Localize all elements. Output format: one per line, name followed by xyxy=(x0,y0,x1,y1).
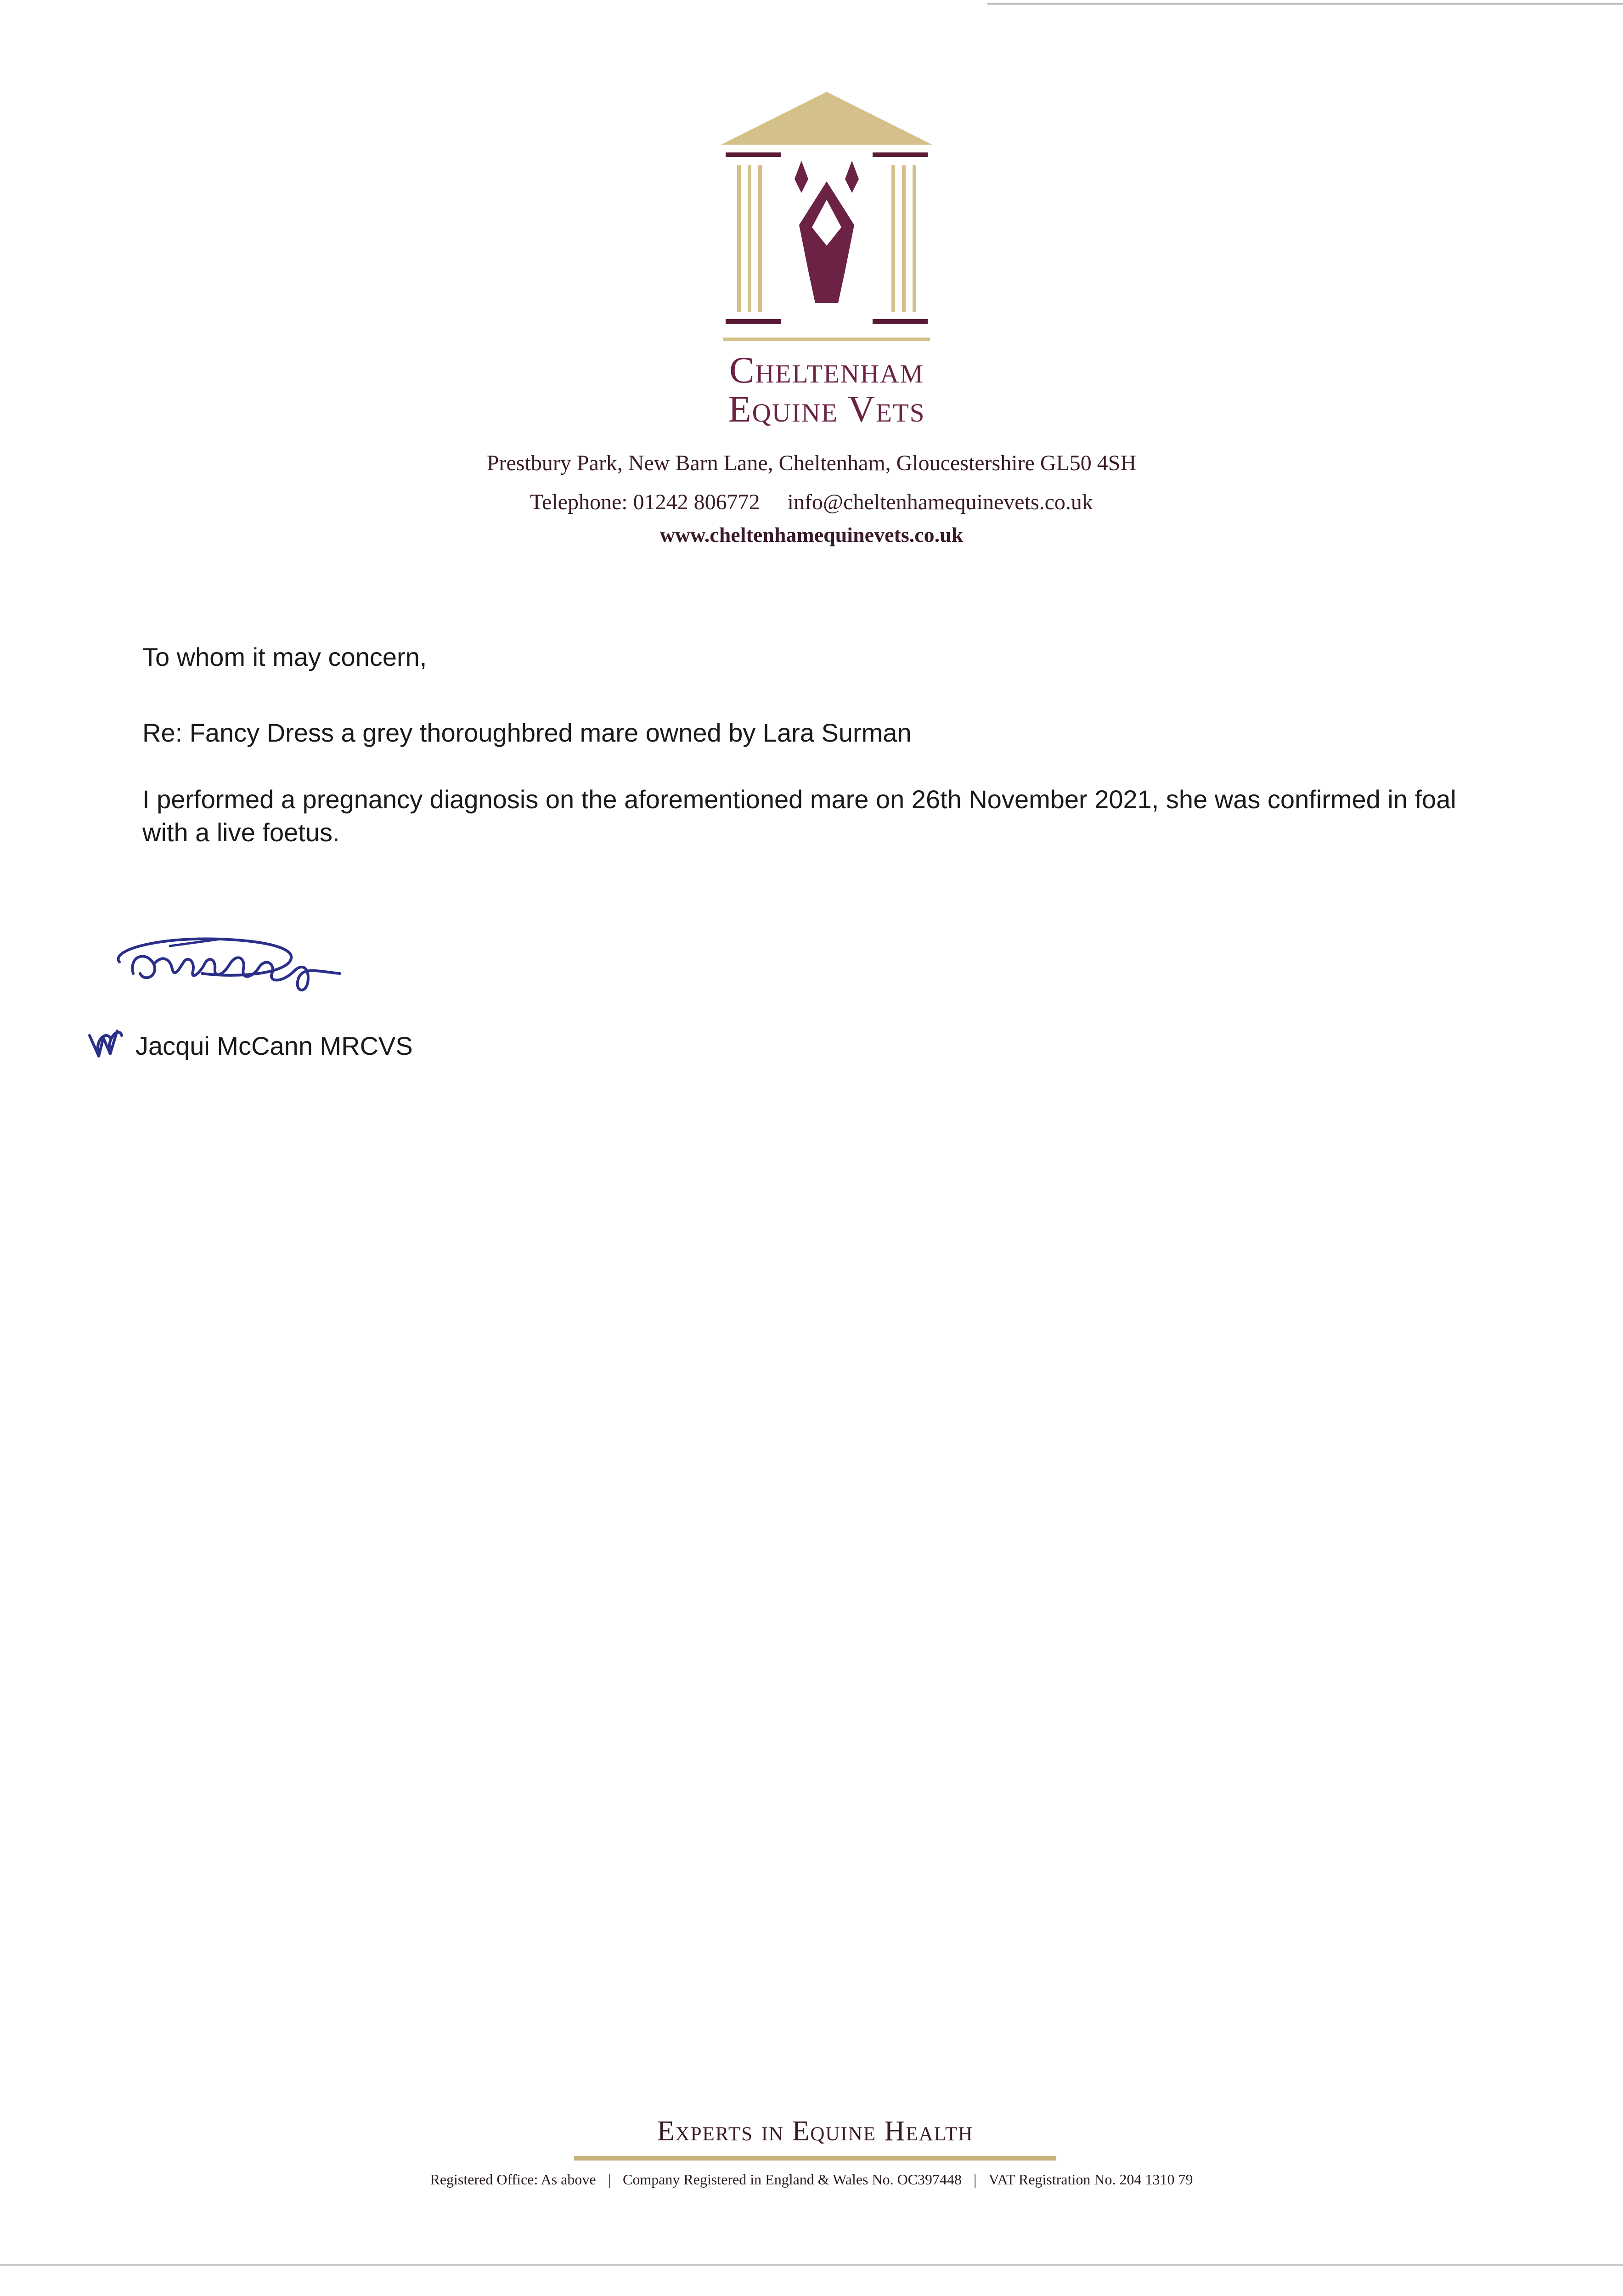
re-line: Re: Fancy Dress a grey thoroughbred mare owned by Lara Surman xyxy=(142,718,912,747)
temple-horse-head-logo xyxy=(712,87,941,354)
contact-line xyxy=(0,491,1623,513)
scan-edge-bottom xyxy=(0,2264,1623,2266)
signatory-name: Jacqui McCann MRCVS xyxy=(135,1031,413,1060)
vat-registration: VAT Registration No. 204 1310 79 xyxy=(988,2171,1193,2188)
letter-paragraph: I performed a pregnancy diagnosis on the aforementioned mare on 26th November 2021, she was confirmed in foal with a live foetus. xyxy=(142,785,1456,847)
practice-name-line2: Equine Vets xyxy=(728,388,925,430)
email-link[interactable]: info@cheltenhamequinevets.co.uk xyxy=(787,490,1093,514)
footer-registration: Registered Office: As above | Company Registered in England & Wales No. OC397448 | VAT Registration No. 204 1310 79 xyxy=(430,2171,1193,2188)
practice-address: Prestbury Park, New Barn Lane, Cheltenham, Gloucestershire GL50 4SH xyxy=(486,451,1137,475)
practice-name-line1: Cheltenham xyxy=(729,349,924,391)
company-registration: Company Registered in England & Wales No. OC397448 xyxy=(622,2171,962,2188)
scan-edge-top xyxy=(987,3,1623,5)
website-link[interactable]: www.cheltenhamequinevets.co.uk xyxy=(659,523,964,546)
pp-initials-mark xyxy=(85,1022,126,1063)
telephone: Telephone: 01242 806772 xyxy=(530,490,760,514)
footer-rule xyxy=(574,2156,1056,2161)
handwritten-signature xyxy=(101,918,377,1010)
registered-office: Registered Office: As above xyxy=(430,2171,596,2188)
footer-tagline: Experts in Equine Health xyxy=(657,2116,974,2147)
salutation: To whom it may concern, xyxy=(142,642,427,671)
